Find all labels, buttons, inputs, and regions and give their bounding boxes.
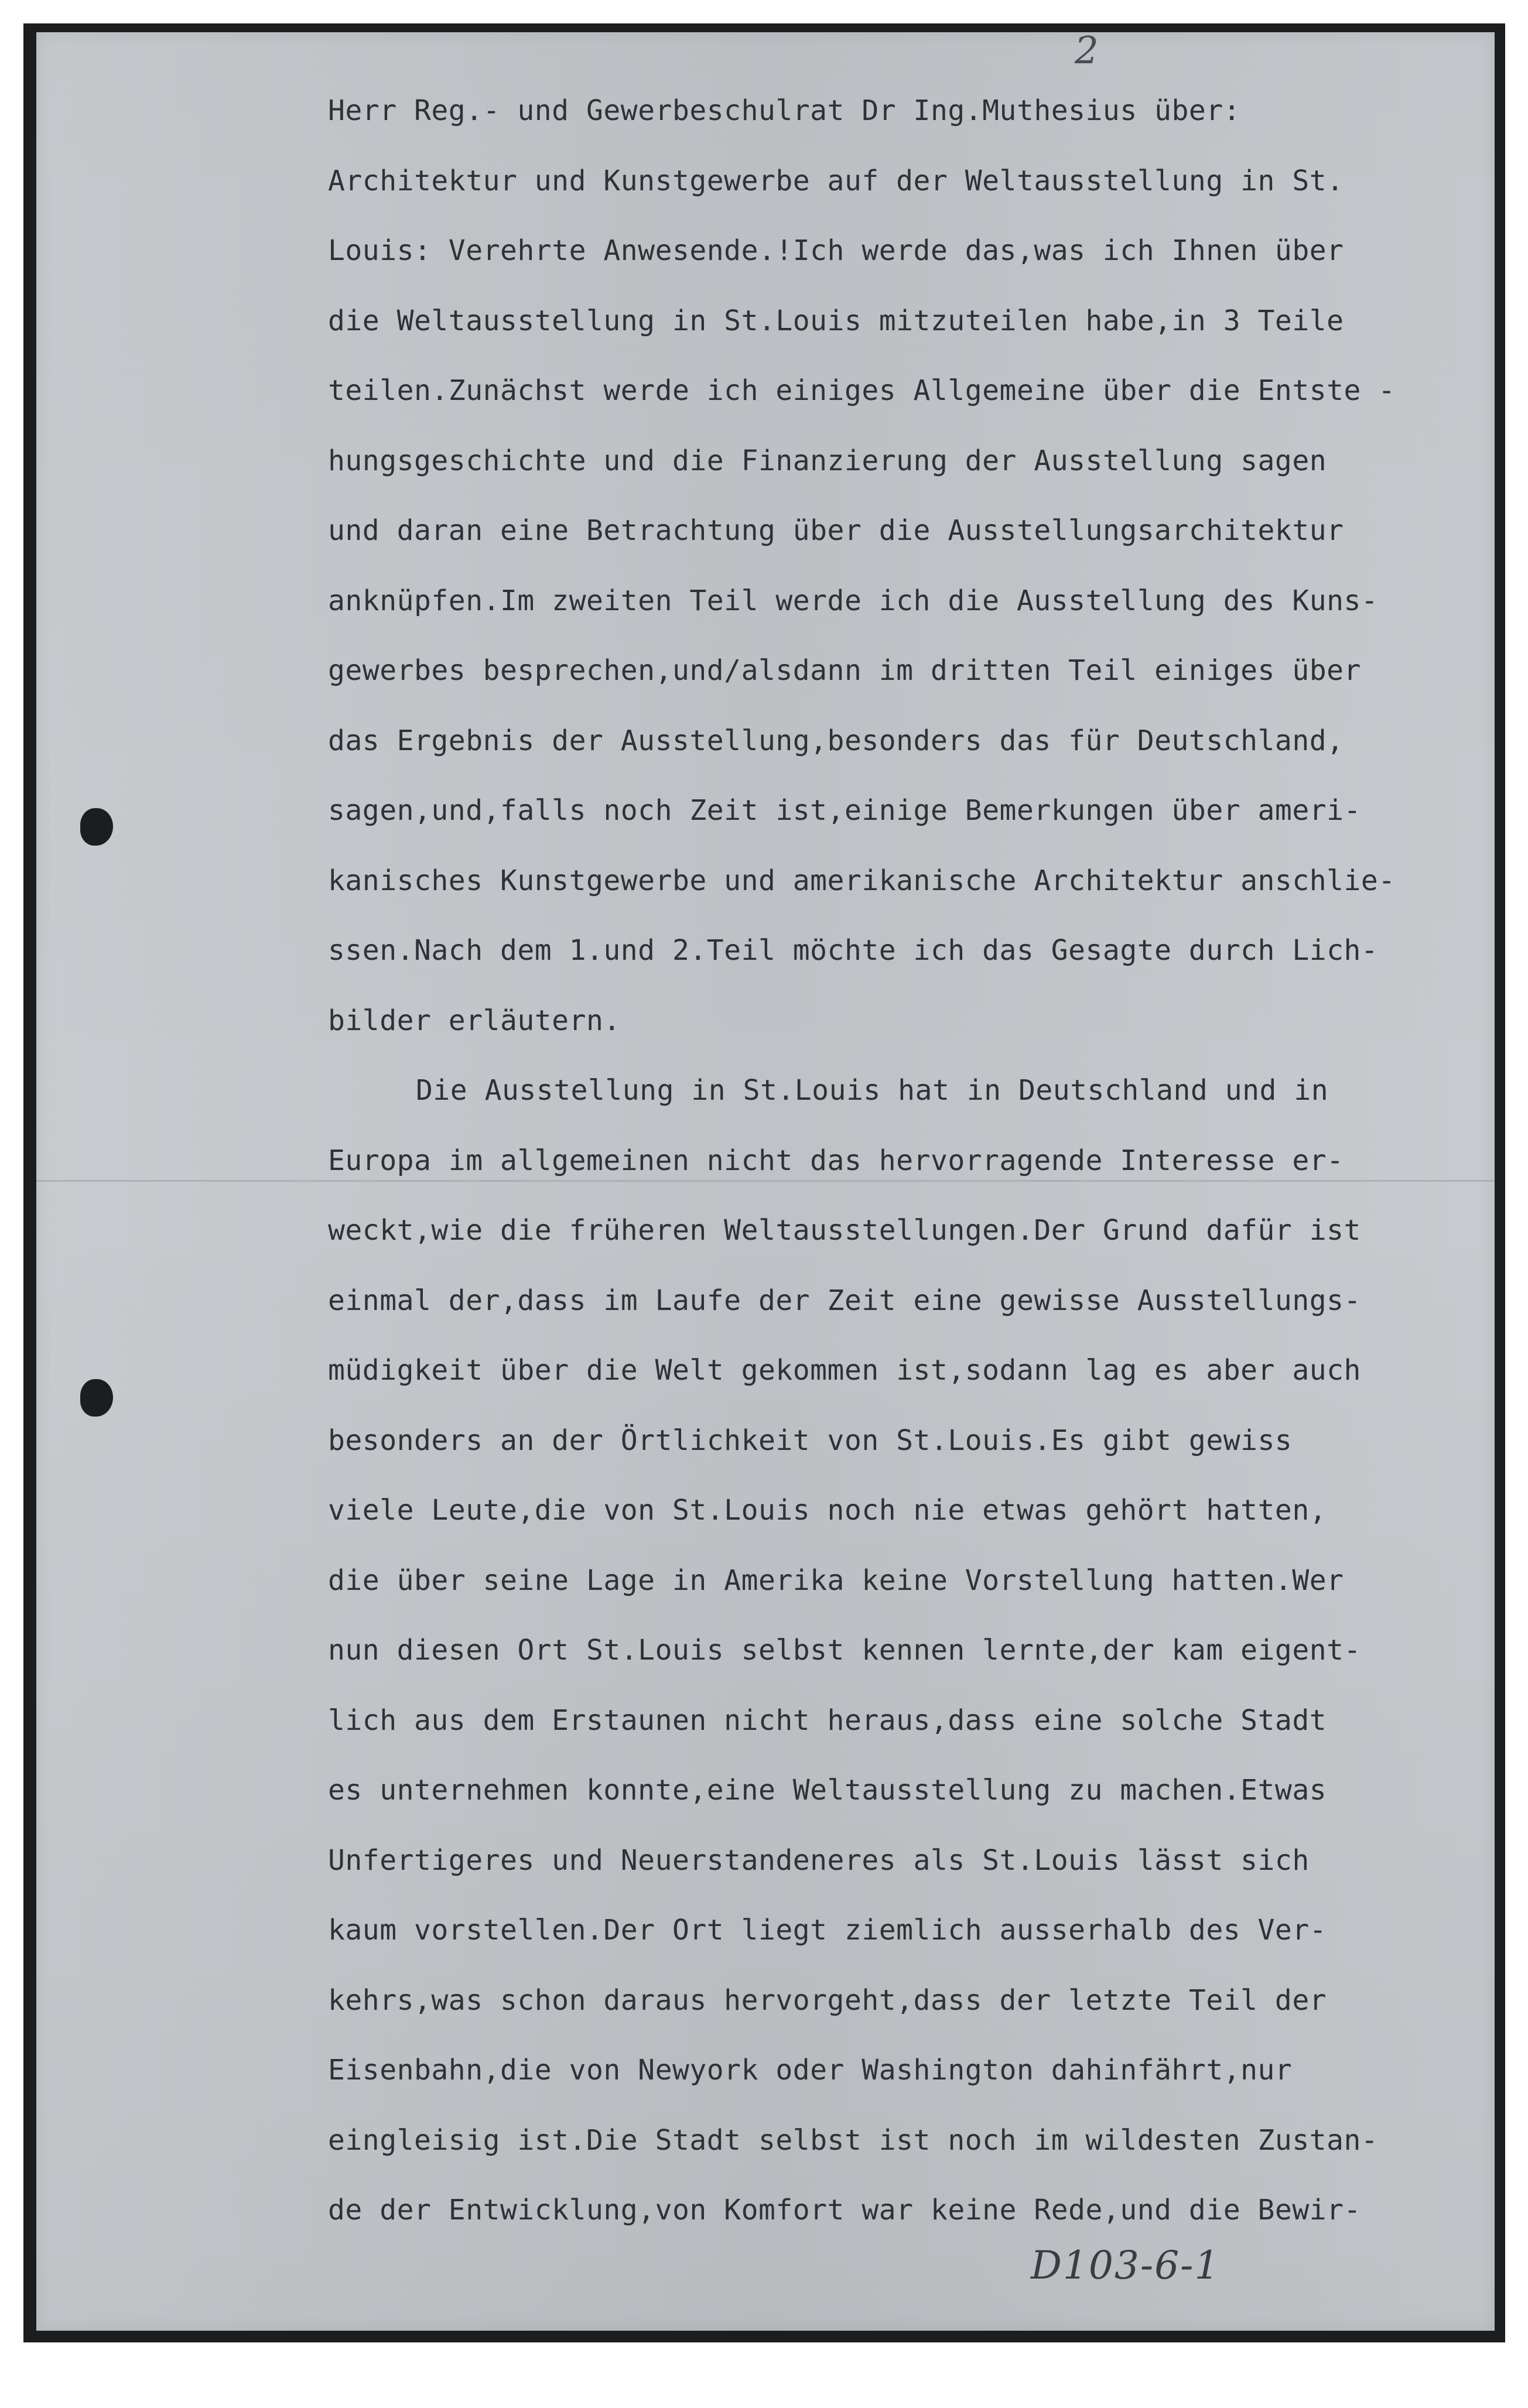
text-line: müdigkeit über die Welt gekommen ist,sodann lag es aber auch bbox=[328, 1354, 1361, 1387]
text-line: einmal der,dass im Laufe der Zeit eine gewisse Ausstellungs- bbox=[328, 1284, 1361, 1317]
text-line: Louis: Verehrte Anwesende.!Ich werde das,was ich Ihnen über bbox=[328, 234, 1344, 267]
text-line: kanisches Kunstgewerbe und amerikanische Architektur anschlie- bbox=[328, 864, 1396, 897]
text-line: besonders an der Örtlichkeit von St.Louis.Es gibt gewiss bbox=[328, 1424, 1293, 1457]
text-line: Architektur und Kunstgewerbe auf der Weltausstellung in St. bbox=[328, 164, 1344, 197]
text-line: es unternehmen konnte,eine Weltausstellung zu machen.Etwas bbox=[328, 1774, 1327, 1807]
text-line: viele Leute,die von St.Louis noch nie etwas gehört hatten, bbox=[328, 1494, 1327, 1527]
text-line: hungsgeschichte und die Finanzierung der Ausstellung sagen bbox=[328, 444, 1327, 477]
text-line: eingleisig ist.Die Stadt selbst ist noch im wildesten Zustan- bbox=[328, 2123, 1379, 2157]
text-line: Herr Reg.- und Gewerbeschulrat Dr Ing.Muthesius über: bbox=[328, 94, 1241, 127]
text-line: die über seine Lage in Amerika keine Vorstellung hatten.Wer bbox=[328, 1564, 1344, 1597]
handwritten-page-number: 2 bbox=[1075, 29, 1099, 73]
punch-hole-bottom bbox=[80, 1379, 113, 1417]
text-line: teilen.Zunächst werde ich einiges Allgemeine über die Entste - bbox=[328, 374, 1396, 407]
punch-hole-top bbox=[80, 808, 113, 846]
text-line: anknüpfen.Im zweiten Teil werde ich die Ausstellung des Kuns- bbox=[328, 584, 1379, 617]
text-line: die Weltausstellung in St.Louis mitzuteilen habe,in 3 Teile bbox=[328, 304, 1344, 337]
text-line: de der Entwicklung,von Komfort war keine Rede,und die Bewir- bbox=[328, 2194, 1361, 2226]
archive-signature: D103-6-1 bbox=[1031, 2243, 1221, 2288]
text-line: bilder erläutern. bbox=[328, 1004, 621, 1037]
text-line: weckt,wie die früheren Weltausstellungen.Der Grund dafür ist bbox=[328, 1214, 1361, 1247]
text-line: Unfertigeres und Neuerstandeneres als St.Louis lässt sich bbox=[328, 1843, 1310, 1877]
typescript-body bbox=[328, 76, 1441, 2246]
text-line: das Ergebnis der Ausstellung,besonders das für Deutschland, bbox=[328, 724, 1344, 757]
text-line: sagen,und,falls noch Zeit ist,einige Bemerkungen über ameri- bbox=[328, 794, 1361, 827]
text-line: Eisenbahn,die von Newyork oder Washington dahinfährt,nur bbox=[328, 2054, 1293, 2087]
text-line: kehrs,was schon daraus hervorgeht,dass der letzte Teil der bbox=[328, 1983, 1327, 2017]
paragraph-start-line: Die Ausstellung in St.Louis hat in Deutschland und in bbox=[416, 1074, 1329, 1107]
text-line: nun diesen Ort St.Louis selbst kennen lernte,der kam eigent- bbox=[328, 1634, 1361, 1667]
text-line: lich aus dem Erstaunen nicht heraus,dass eine solche Stadt bbox=[328, 1704, 1327, 1737]
text-line: Europa im allgemeinen nicht das hervorragende Interesse er- bbox=[328, 1144, 1344, 1177]
text-line: ssen.Nach dem 1.und 2.Teil möchte ich das Gesagte durch Lich- bbox=[328, 934, 1379, 967]
text-line: gewerbes besprechen,und/alsdann im dritten Teil einiges über bbox=[328, 654, 1361, 687]
text-line: kaum vorstellen.Der Ort liegt ziemlich ausserhalb des Ver- bbox=[328, 1914, 1327, 1947]
text-line: und daran eine Betrachtung über die Ausstellungsarchitektur bbox=[328, 514, 1344, 547]
